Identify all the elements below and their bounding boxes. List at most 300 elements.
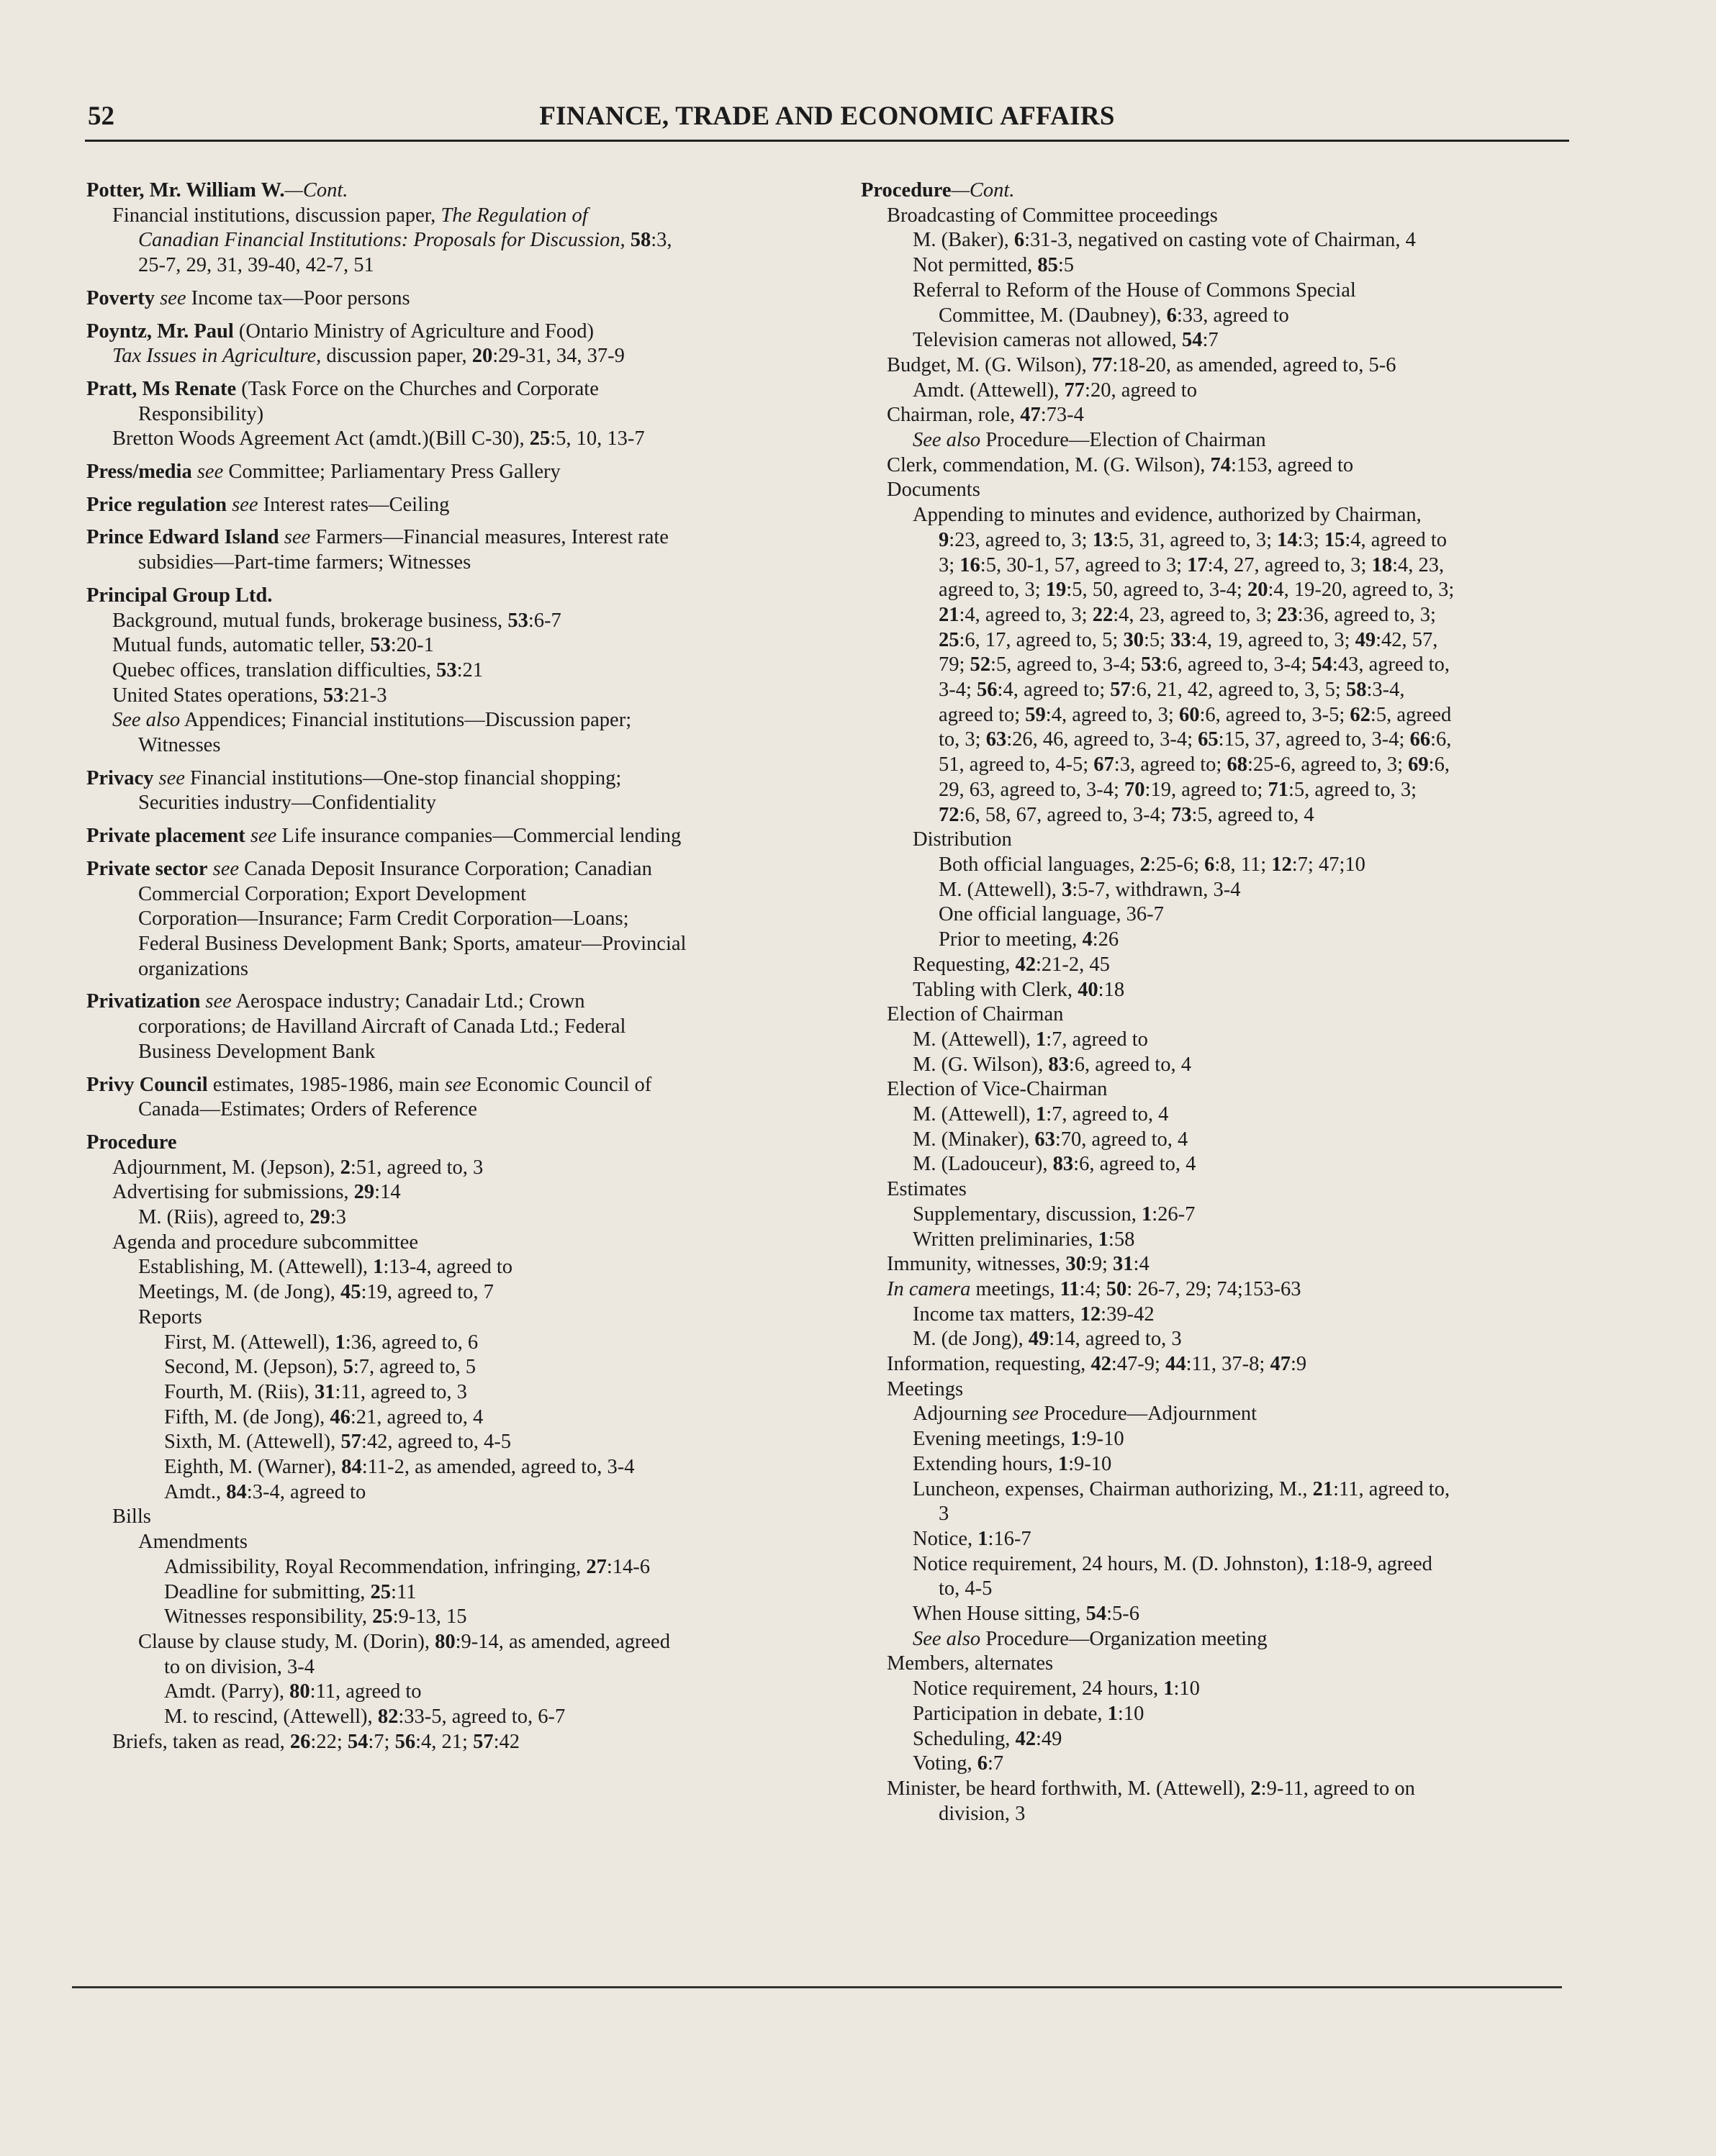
- text-run: :3-4, agreed to: [246, 1480, 366, 1503]
- entry-subline: [86, 1680, 842, 1705]
- text-run: :16-7: [988, 1527, 1031, 1550]
- text-run: :70, agreed to, 4: [1055, 1128, 1188, 1151]
- text-run: :4, agreed to;: [997, 679, 1111, 702]
- text-run: 27: [586, 1555, 607, 1578]
- text-run: 29, 63, agreed to, 3-4;: [939, 778, 1125, 801]
- entry-subline: [861, 228, 1617, 253]
- text-run: :11, agreed to, 3: [335, 1380, 467, 1403]
- text-run: 83: [1048, 1053, 1069, 1076]
- text-run: :7: [1202, 329, 1219, 352]
- text-run: :153, agreed to: [1231, 453, 1354, 476]
- text-run: [153, 767, 158, 789]
- entry-subline: [86, 1480, 842, 1505]
- text-run: 31: [315, 1380, 335, 1403]
- entry-subline: [861, 278, 1617, 304]
- entry-subline: [861, 1452, 1617, 1477]
- text-run: 1: [373, 1256, 384, 1279]
- text-run: 69: [1408, 753, 1429, 776]
- text-run: see: [284, 526, 311, 549]
- footer-rule: [72, 1986, 1562, 1988]
- text-run: Referral to Reform of the House of Commons Special: [913, 278, 1356, 302]
- entry-subline: [861, 1077, 1617, 1102]
- text-run: Appendices; Financial institutions—Discussion paper;: [180, 709, 632, 732]
- text-run: :13-4, agreed to: [383, 1256, 513, 1279]
- text-run: :51, agreed to, 3: [350, 1156, 484, 1179]
- text-run: 20: [1247, 579, 1268, 602]
- entry-subline: [86, 1180, 842, 1205]
- text-run: Advertising for submissions,: [112, 1181, 354, 1204]
- text-run: Amdt. (Attewell),: [913, 379, 1065, 402]
- text-run: 14: [1277, 528, 1298, 551]
- text-run: :42, 57,: [1376, 628, 1438, 651]
- entry-subline: [86, 1605, 842, 1630]
- entry-heading-line: [86, 989, 842, 1015]
- entry-subline: [861, 902, 1617, 928]
- text-run: 1: [1107, 1702, 1118, 1725]
- entry-heading-line: [86, 320, 842, 345]
- text-run: :11, 37-8;: [1186, 1353, 1270, 1376]
- entry-subline: [86, 427, 842, 452]
- text-run: 54: [1181, 329, 1203, 352]
- text-run: 4: [1082, 928, 1093, 951]
- text-run: :6, agreed to, 3-4;: [1161, 653, 1312, 676]
- entry-heading-line: [86, 1073, 842, 1098]
- entry-heading-line: [86, 1131, 842, 1156]
- text-run: 54: [1311, 653, 1332, 676]
- entry-subline: [861, 1002, 1617, 1028]
- text-run: 3;: [939, 553, 960, 576]
- text-run: :6, 58, 67, agreed to, 3-4;: [959, 803, 1171, 826]
- entry-subline: [861, 778, 1617, 803]
- entry-subline: [86, 957, 842, 982]
- text-run: M. to rescind, (Attewell),: [164, 1706, 378, 1729]
- text-run: 56: [977, 679, 998, 702]
- entry-subline: [861, 1277, 1617, 1303]
- entry-subline: [861, 1352, 1617, 1377]
- entry-subline: [861, 428, 1617, 453]
- text-run: :7, agreed to, 5: [353, 1356, 476, 1379]
- entry-subline: [861, 928, 1617, 953]
- text-run: :4, agreed to, 3;: [1045, 703, 1179, 726]
- text-run: :36, agreed to, 3;: [1297, 603, 1436, 626]
- page-number: 52: [88, 101, 114, 131]
- entry-subline: [861, 528, 1617, 553]
- text-run: 54: [1085, 1603, 1107, 1626]
- text-run: 30: [1065, 1253, 1086, 1276]
- entry-subline: [861, 628, 1617, 653]
- entry-subline: [86, 1255, 842, 1280]
- text-run: :5: [1057, 254, 1075, 277]
- entry-subline: [861, 978, 1617, 1003]
- text-run: Procedure—Election of Chairman: [980, 429, 1266, 452]
- text-run: 18: [1371, 553, 1393, 576]
- text-run: see: [250, 825, 277, 848]
- text-run: Second, M. (Jepson),: [164, 1356, 343, 1379]
- text-run: 84: [226, 1480, 247, 1503]
- text-run: : 26-7, 29; 74;153-63: [1126, 1277, 1301, 1300]
- text-run: 71: [1268, 778, 1288, 801]
- text-run: Committee, M. (Daubney),: [939, 304, 1167, 327]
- text-run: 6: [977, 1752, 988, 1775]
- text-run: 62: [1350, 703, 1370, 726]
- text-run: :5, agreed: [1370, 703, 1452, 726]
- entry-subline: [86, 1630, 842, 1655]
- text-run: Notice,: [913, 1527, 978, 1550]
- text-run: Notice requirement, 24 hours,: [913, 1677, 1164, 1700]
- text-run: Extending hours,: [913, 1452, 1058, 1475]
- text-run: —Cont.: [284, 179, 348, 201]
- entry-subline: [86, 1705, 842, 1730]
- text-run: :42, agreed to, 4-5: [361, 1431, 512, 1454]
- entry-subline: [86, 708, 842, 733]
- text-run: Meetings, M. (de Jong),: [138, 1281, 341, 1304]
- text-run: :6, agreed to, 4: [1073, 1153, 1196, 1176]
- text-run: 42: [1015, 1727, 1036, 1750]
- text-run: 31: [1113, 1253, 1134, 1276]
- index-entry: [86, 1131, 842, 1755]
- text-run: Written preliminaries,: [913, 1228, 1098, 1251]
- entry-subline: [86, 1355, 842, 1380]
- text-run: 1: [1163, 1677, 1174, 1700]
- text-run: Interest rates—Ceiling: [258, 493, 450, 516]
- entry-subline: [86, 1655, 842, 1680]
- text-run: 1: [977, 1527, 988, 1550]
- entry-subline: [86, 1305, 842, 1331]
- text-run: Minister, be heard forthwith, M. (Attewell),: [887, 1777, 1251, 1800]
- text-run: :9-10: [1080, 1428, 1124, 1451]
- text-run: Broadcasting of Committee proceedings: [887, 204, 1218, 227]
- text-run: 77: [1091, 353, 1113, 376]
- text-run: M. (Attewell),: [939, 878, 1062, 901]
- text-run: 63: [1034, 1128, 1055, 1151]
- text-run: 57: [340, 1431, 361, 1454]
- text-run: Establishing, M. (Attewell),: [138, 1256, 374, 1279]
- text-run: Canada Deposit Insurance Corporation; Canadian: [239, 857, 652, 880]
- text-run: corporations; de Havilland Aircraft of Canada Ltd.; Federal: [138, 1015, 626, 1038]
- text-run: :47-9;: [1111, 1353, 1166, 1376]
- text-run: Business Development Bank: [138, 1040, 376, 1063]
- entry-subline: [861, 453, 1617, 479]
- text-run: :4, 23,: [1392, 553, 1445, 576]
- entry-subline: [861, 728, 1617, 753]
- text-run: Potter, Mr. William W.: [86, 179, 285, 201]
- text-run: :21-2, 45: [1036, 953, 1110, 976]
- entry-subline: [861, 753, 1617, 778]
- text-run: 65: [1198, 728, 1219, 751]
- text-run: 25: [370, 1580, 392, 1603]
- text-run: 67: [1093, 753, 1114, 776]
- text-run: :3,: [651, 229, 672, 252]
- text-run: Procedure—Adjournment: [1038, 1403, 1257, 1426]
- text-run: Privatization: [86, 990, 201, 1013]
- text-run: Appending to minutes and evidence, authorized by Chairman,: [913, 504, 1422, 527]
- text-run: M. (de Jong),: [913, 1328, 1029, 1351]
- text-run: 21: [1312, 1477, 1334, 1500]
- text-run: 26: [289, 1730, 311, 1753]
- text-run: 33: [1170, 628, 1191, 651]
- entry-subline: [861, 1402, 1617, 1427]
- entry-heading-line: [86, 460, 842, 485]
- text-run: :7: [988, 1752, 1004, 1775]
- text-run: Requesting,: [913, 953, 1016, 976]
- text-run: :5, agreed to, 3-4;: [990, 653, 1141, 676]
- text-run: :18: [1098, 978, 1125, 1001]
- entry-subline: [861, 1777, 1617, 1802]
- text-run: :19, agreed to;: [1144, 778, 1268, 801]
- entry-heading-line: [86, 824, 842, 849]
- entry-subline: [861, 1377, 1617, 1403]
- text-run: Scheduling,: [913, 1727, 1016, 1750]
- text-run: First, M. (Attewell),: [164, 1331, 335, 1354]
- entry-subline: [861, 703, 1617, 728]
- text-run: :7; 47;10: [1291, 853, 1365, 876]
- entry-subline: [861, 478, 1617, 503]
- text-run: 1: [1035, 1103, 1047, 1126]
- entry-subline: [86, 1530, 842, 1555]
- text-run: Press/media: [86, 461, 192, 484]
- text-run: Price regulation: [86, 493, 227, 516]
- text-run: Financial institutions, discussion paper,: [112, 204, 441, 227]
- text-run: 59: [1025, 703, 1046, 726]
- text-run: Clerk, commendation, M. (G. Wilson),: [887, 453, 1211, 476]
- text-run: Economic Council of: [471, 1073, 652, 1096]
- text-run: 53: [322, 684, 344, 707]
- text-run: Evening meetings,: [913, 1428, 1071, 1451]
- entry-subline: [861, 553, 1617, 579]
- text-run: Procedure: [861, 179, 952, 201]
- text-run: organizations: [138, 957, 249, 980]
- entry-subline: [861, 678, 1617, 703]
- text-run: :5, 31, agreed to, 3;: [1113, 528, 1278, 551]
- text-run: The Regulation of: [441, 204, 588, 227]
- text-run: Mutual funds, automatic teller,: [112, 634, 371, 657]
- text-run: :6,: [1428, 753, 1450, 776]
- entry-subline: [86, 1430, 842, 1455]
- text-run: :9-14, as amended, agreed: [455, 1630, 670, 1653]
- text-run: 56: [394, 1730, 416, 1753]
- entry-subline: [861, 1527, 1617, 1552]
- text-run: :4, agreed to: [1345, 528, 1448, 551]
- text-run: Income tax matters,: [913, 1303, 1080, 1326]
- text-run: Both official languages,: [939, 853, 1140, 876]
- entry-subline: [86, 609, 842, 634]
- text-run: :33, agreed to: [1176, 304, 1289, 327]
- index-entry: [86, 584, 842, 758]
- entry-subline: [861, 853, 1617, 878]
- text-run: :11, agreed to: [310, 1680, 422, 1703]
- entry-subline: [861, 1128, 1617, 1153]
- text-run: [155, 287, 160, 309]
- text-run: :11, agreed to,: [1333, 1477, 1450, 1500]
- text-run: 17: [1187, 553, 1208, 576]
- text-run: :26-7: [1152, 1202, 1196, 1226]
- entry-subline: [86, 1580, 842, 1605]
- right-column: [861, 178, 1617, 1834]
- text-run: :21-3: [343, 684, 387, 707]
- index-entry: [86, 1073, 842, 1123]
- text-run: 6: [1166, 304, 1177, 327]
- text-run: 6: [1204, 853, 1215, 876]
- text-run: Election of Vice-Chairman: [887, 1078, 1108, 1101]
- entry-subline: [861, 828, 1617, 853]
- text-run: :9-11, agreed to on: [1260, 1777, 1415, 1800]
- entry-heading-line: [86, 377, 842, 402]
- entry-subline: [86, 932, 842, 957]
- text-run: Agenda and procedure subcommittee: [112, 1231, 418, 1254]
- index-entry: [861, 178, 1617, 1826]
- entry-subline: [861, 304, 1617, 329]
- text-run: Fifth, M. (de Jong),: [164, 1405, 330, 1428]
- text-run: :3: [330, 1206, 346, 1229]
- index-entry: [86, 377, 842, 452]
- text-run: 1: [1057, 1452, 1069, 1475]
- text-run: 57: [1110, 679, 1131, 702]
- text-run: 79;: [939, 653, 970, 676]
- text-run: Pratt, Ms Renate: [86, 377, 237, 400]
- text-run: 11: [1060, 1277, 1080, 1300]
- text-run: [279, 526, 284, 548]
- text-run: Responsibility): [138, 402, 264, 425]
- text-run: Television cameras not allowed,: [913, 329, 1182, 352]
- text-run: 15: [1324, 528, 1345, 551]
- text-run: Luncheon, expenses, Chairman authorizing, M.,: [913, 1477, 1313, 1500]
- text-run: Canadian Financial Institutions: Proposals for Discussion,: [138, 229, 626, 252]
- entry-subline: [86, 1156, 842, 1181]
- text-run: :49: [1036, 1727, 1062, 1750]
- index-entry: [86, 493, 842, 518]
- index-entry: [86, 989, 842, 1064]
- index-entry: [86, 286, 842, 312]
- text-run: Immunity, witnesses,: [887, 1253, 1066, 1276]
- text-run: —Cont.: [951, 179, 1015, 201]
- text-run: 58: [630, 229, 651, 252]
- text-run: :3-4,: [1366, 679, 1405, 702]
- text-run: 80: [289, 1680, 310, 1703]
- text-run: :6-7: [528, 609, 561, 632]
- entry-subline: [861, 1627, 1617, 1652]
- text-run: 40: [1078, 978, 1098, 1001]
- entry-subline: [861, 1677, 1617, 1702]
- text-run: Admissibility, Royal Recommendation, infringing,: [164, 1555, 587, 1578]
- text-run: 46: [330, 1405, 351, 1428]
- text-run: Estimates: [887, 1178, 967, 1201]
- entry-heading-line: [86, 584, 842, 609]
- text-run: :9: [1290, 1353, 1307, 1376]
- text-run: 6: [1013, 229, 1025, 252]
- text-run: :21: [456, 658, 483, 681]
- text-run: :21, agreed to, 4: [350, 1405, 484, 1428]
- text-run: :3, agreed to;: [1114, 753, 1227, 776]
- entry-subline: [86, 1015, 842, 1040]
- text-run: 1: [1098, 1228, 1108, 1251]
- text-run: Tax Issues in Agriculture,: [112, 345, 322, 368]
- entry-subline: [86, 1231, 842, 1256]
- text-run: :7, agreed to: [1046, 1028, 1148, 1051]
- text-run: 25: [372, 1605, 393, 1629]
- entry-heading-line: [86, 286, 842, 312]
- text-run: See also: [913, 1627, 981, 1650]
- text-run: :29-31, 34, 37-9: [492, 345, 625, 368]
- text-run: Quebec offices, translation difficulties,: [112, 658, 437, 681]
- entry-subline: [86, 1280, 842, 1305]
- text-run: Meetings: [887, 1377, 964, 1400]
- text-run: 83: [1052, 1153, 1074, 1176]
- text-run: [245, 825, 250, 847]
- text-run: Reports: [138, 1305, 202, 1328]
- text-run: :33-5, agreed to, 6-7: [398, 1706, 566, 1729]
- entry-heading-line: [86, 857, 842, 882]
- page-header: [85, 101, 1569, 141]
- text-run: Election of Chairman: [887, 1003, 1064, 1026]
- text-run: Farmers—Financial measures, Interest rate: [310, 526, 669, 549]
- text-run: :36, agreed to, 6: [345, 1331, 479, 1354]
- text-run: :14, agreed to, 3: [1049, 1328, 1182, 1351]
- text-run: :5, agreed to, 4: [1191, 803, 1314, 826]
- text-run: M. (Ladouceur),: [913, 1153, 1053, 1176]
- text-run: 82: [377, 1706, 399, 1729]
- text-run: 73: [1170, 803, 1192, 826]
- text-run: :25-6, agreed to, 3;: [1247, 753, 1409, 776]
- entry-subline: [861, 1602, 1617, 1627]
- text-run: 1: [1141, 1202, 1152, 1226]
- text-run: 2: [1250, 1777, 1261, 1800]
- text-run: Private sector: [86, 857, 208, 880]
- text-run: 5: [343, 1356, 353, 1379]
- text-run: :6, 17, agreed to, 5;: [959, 628, 1124, 651]
- text-run: :5-7, withdrawn, 3-4: [1072, 878, 1241, 901]
- entry-subline: [861, 878, 1617, 903]
- text-run: 2: [1139, 853, 1150, 876]
- text-run: Bretton Woods Agreement Act (amdt.)(Bill C-30),: [112, 427, 530, 450]
- entry-subline: [861, 1202, 1617, 1228]
- text-run: 72: [939, 803, 959, 826]
- text-run: Prince Edward Island: [86, 526, 279, 549]
- text-run: :14-6: [606, 1555, 650, 1578]
- entry-subline: [861, 403, 1617, 428]
- text-run: 68: [1227, 753, 1247, 776]
- text-run: 85: [1037, 254, 1058, 277]
- entry-subline: [86, 1555, 842, 1580]
- text-run: 21: [939, 603, 959, 626]
- text-run: Poyntz, Mr. Paul: [86, 320, 234, 343]
- text-run: :5;: [1143, 628, 1171, 651]
- text-run: :25-6;: [1150, 853, 1205, 876]
- text-run: :73-4: [1040, 404, 1084, 427]
- text-run: :58: [1108, 1228, 1135, 1251]
- text-run: to, 4-5: [939, 1577, 993, 1600]
- text-run: Prior to meeting,: [939, 928, 1083, 951]
- text-run: One official language, 36-7: [939, 903, 1164, 926]
- text-run: United States operations,: [112, 684, 323, 707]
- left-column: [86, 178, 842, 1762]
- text-run: Sixth, M. (Attewell),: [164, 1431, 341, 1454]
- text-run: Not permitted,: [913, 254, 1038, 277]
- text-run: 25: [939, 628, 959, 651]
- entry-subline: [861, 1577, 1617, 1602]
- text-run: :9-13, 15: [392, 1605, 467, 1629]
- entry-subline: [86, 1205, 842, 1231]
- text-run: 29: [310, 1206, 330, 1229]
- text-run: Documents: [887, 479, 980, 502]
- text-run: 9: [939, 528, 949, 551]
- text-run: 84: [341, 1456, 362, 1479]
- text-run: :14: [374, 1181, 401, 1204]
- text-run: see: [205, 990, 232, 1013]
- text-run: 12: [1080, 1303, 1101, 1326]
- text-run: 13: [1092, 528, 1114, 551]
- entry-subline: [861, 379, 1617, 404]
- entry-heading-line: [86, 525, 842, 551]
